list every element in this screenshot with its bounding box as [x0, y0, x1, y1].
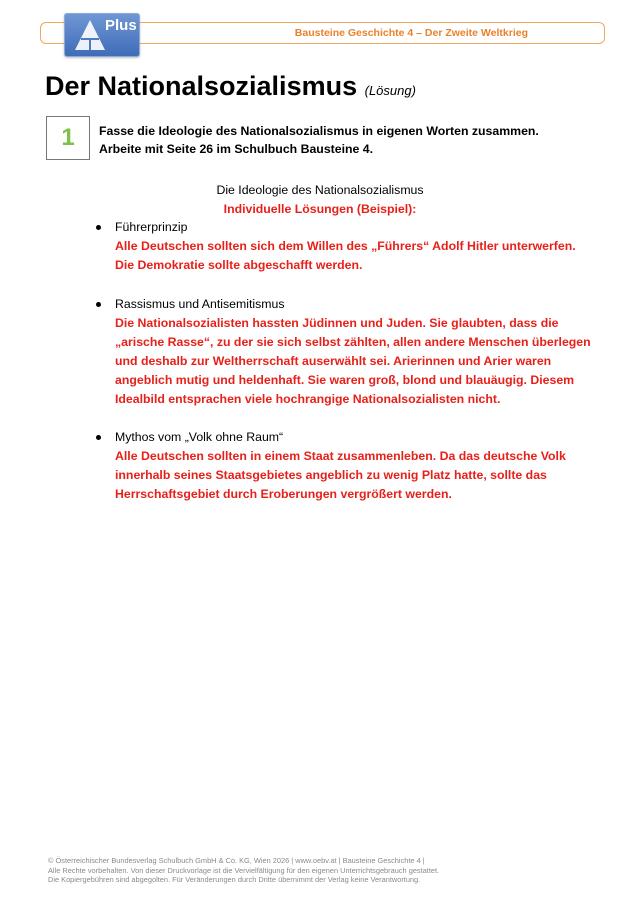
bullet-heading-text: Führerprinzip — [115, 220, 188, 234]
bullet-icon — [96, 225, 101, 230]
bullet-answer: Die Nationalsozialisten hassten Jüdinnen und Juden. Sie glaubten, dass die „arische Rasse“, zu der sie sich selbst zählten, allen andere Menschen überlegen und deshalb zur Weltherrschaft auserwählt sei. Arierinnen und Arier waren angeblich mutig und heldenhaft. Sie waren groß, blond und blauäugig. Diesem Idealbild entsprachen viele hochrangige Nationalsozialisten nicht. — [115, 316, 591, 406]
bullet-icon — [96, 302, 101, 307]
page-subtitle: (Lösung) — [364, 83, 416, 98]
task-line-2: Arbeite mit Seite 26 im Schulbuch Bausteine 4. — [99, 142, 374, 156]
bullet-heading-text: Rassismus und Antisemitismus — [115, 297, 285, 311]
list-item — [96, 428, 596, 504]
footer-line-1: © Österreichischer Bundesverlag Schulbuch GmbH & Co. KG, Wien 2026 | www.oebv.at | Bausteine Geschichte 4 | — [48, 856, 425, 865]
bullet-answer: Alle Deutschen sollten sich dem Willen des „Führers“ Adolf Hitler unterwerfen. Die Demokratie sollte abgeschafft werden. — [115, 239, 576, 272]
bullet-heading — [96, 218, 596, 237]
bullet-answer: Alle Deutschen sollten in einem Staat zusammenleben. Da das deutsche Volk innerhalb seines Staatsgebietes angeblich zu wenig Platz hatte, sollte das Herrschaftsgebiet durch Eroberungen vergrößert werden. — [115, 449, 566, 501]
pyramid-icon — [73, 18, 107, 52]
copyright-footer — [48, 856, 608, 885]
bullet-heading — [96, 428, 596, 447]
logo-text: Plus — [105, 17, 137, 34]
footer-line-3: Die Kopiergebühren sind abgegolten. Für Veränderungen durch Dritte übernimmt der Verlag keine Verantwortung. — [48, 875, 421, 884]
publisher-logo — [64, 13, 140, 57]
page-title-text: Der Nationalsozialismus — [45, 71, 358, 101]
task-number-box — [46, 116, 90, 160]
bullet-heading — [96, 295, 596, 314]
task-number: 1 — [61, 124, 75, 151]
task-instructions — [99, 122, 569, 158]
section-title: Die Ideologie des Nationalsozialismus — [216, 183, 424, 197]
bullet-heading-text: Mythos vom „Volk ohne Raum“ — [115, 430, 284, 444]
page-title — [45, 71, 416, 102]
footer-line-2: Alle Rechte vorbehalten. Von dieser Druckvorlage ist die Vervielfältigung für den eigenen Unterrichtsgebrauch gestattet. — [48, 865, 440, 875]
bullet-icon — [96, 435, 101, 440]
task-line-1: Fasse die Ideologie des Nationalsozialismus in eigenen Worten zusammen. — [99, 124, 539, 138]
header-title: Bausteine Geschichte 4 – Der Zweite Weltkrieg — [294, 27, 528, 39]
solution-note: Individuelle Lösungen (Beispiel): — [223, 202, 417, 216]
list-item — [96, 295, 596, 409]
list-item — [96, 218, 596, 275]
